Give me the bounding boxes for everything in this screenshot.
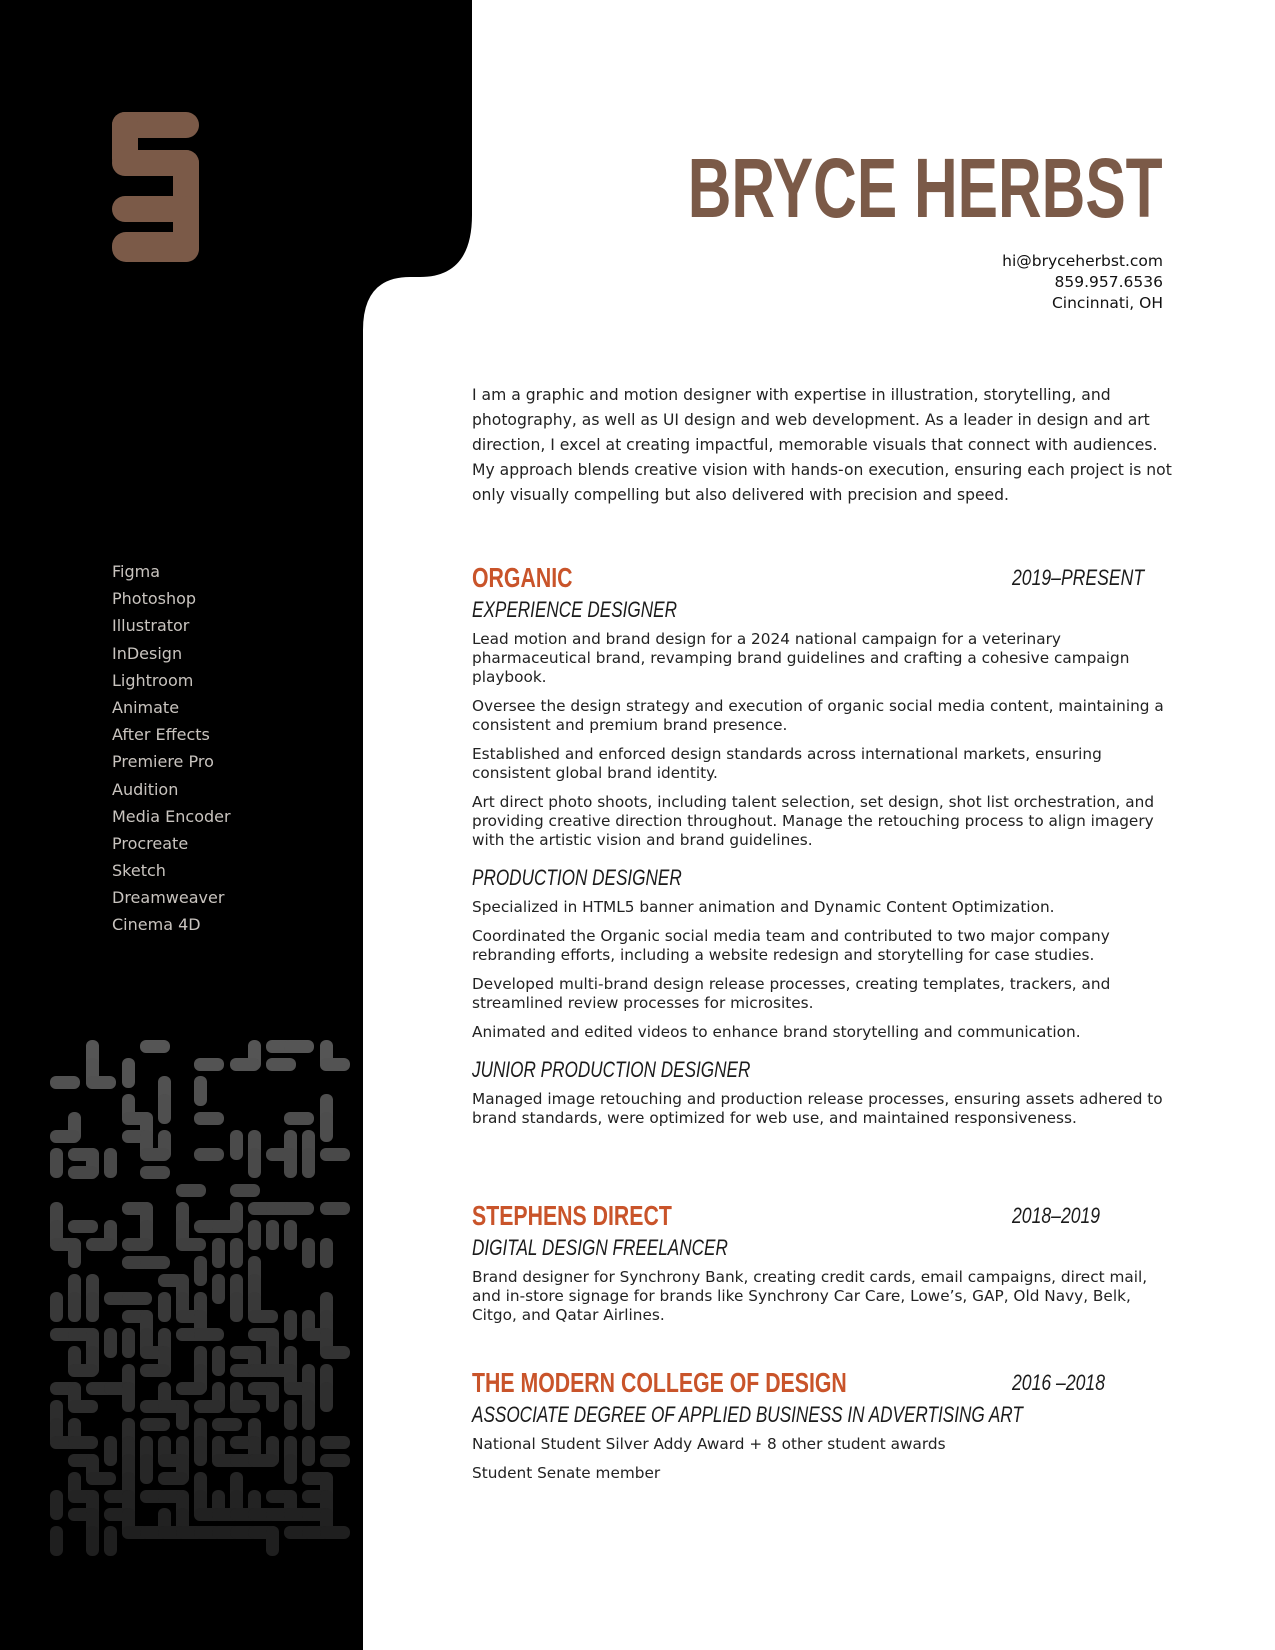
pattern-block — [320, 1526, 350, 1539]
skill-item: Sketch — [112, 861, 166, 881]
role-title: JUNIOR PRODUCTION DESIGNER — [472, 1057, 751, 1082]
pattern-block — [320, 1454, 350, 1467]
pattern-block — [50, 1130, 80, 1143]
pattern-block — [266, 1382, 279, 1412]
pattern-block — [320, 1238, 333, 1268]
pattern-block — [176, 1400, 189, 1430]
pattern-block — [266, 1058, 296, 1071]
pattern-block — [176, 1184, 206, 1197]
pattern-block — [230, 1400, 260, 1413]
organization-name: STEPHENS DIRECT — [472, 1200, 672, 1231]
degree-title: ASSOCIATE DEGREE OF APPLIED BUSINESS IN ADVERTISING ART — [472, 1402, 1023, 1427]
duty-item: Coordinated the Organic social media team and contributed to two major company rebranding efforts, including a website redesign and storytelling for case studies. — [472, 927, 1110, 964]
pattern-block — [230, 1058, 260, 1071]
pattern-block — [140, 1166, 170, 1179]
phone-text: 859.957.6536 — [1054, 273, 1163, 291]
duties-list — [472, 898, 1172, 1042]
pattern-block — [302, 1400, 315, 1430]
pattern-block — [230, 1184, 260, 1197]
pattern-block — [194, 1058, 224, 1071]
pattern-block — [140, 1454, 153, 1484]
skill-item: Dreamweaver — [112, 888, 225, 908]
pattern-block — [140, 1148, 170, 1161]
skill-item: Cinema 4D — [112, 915, 201, 935]
achievement-item: Student Senate member — [472, 1464, 661, 1482]
duty-item: Specialized in HTML5 banner animation and Dynamic Content Optimization. — [472, 898, 1055, 916]
pattern-block — [320, 1346, 350, 1359]
pattern-block — [302, 1238, 315, 1268]
pattern-block — [320, 1112, 333, 1142]
pattern-block — [266, 1220, 279, 1250]
achievement-item: National Student Silver Addy Award + 8 other student awards — [472, 1435, 946, 1453]
pattern-block — [86, 1076, 116, 1089]
pattern-block — [50, 1292, 63, 1322]
date-range: 2018–2019 — [1012, 1203, 1101, 1228]
duties-list — [472, 1090, 1172, 1128]
pattern-block — [176, 1238, 206, 1251]
organization-name: ORGANIC — [472, 562, 573, 593]
pattern-block — [122, 1328, 135, 1358]
pattern-block — [140, 1040, 170, 1053]
skills-list — [112, 558, 231, 939]
contact-block — [1002, 251, 1163, 314]
pattern-block — [122, 1382, 135, 1412]
pattern-block — [104, 1148, 117, 1178]
pattern-block — [194, 1112, 224, 1125]
pattern-block — [284, 1148, 297, 1178]
pattern-block — [50, 1490, 63, 1520]
pattern-block — [68, 1166, 98, 1179]
experience-stephens-direct — [472, 1198, 1172, 1335]
skill-item: Audition — [112, 779, 179, 799]
pattern-block — [50, 1526, 63, 1556]
email-text: hi@bryceherbst.com — [1002, 252, 1163, 270]
skill-item: After Effects — [112, 725, 210, 745]
pattern-block — [104, 1526, 117, 1556]
experience-organic — [472, 560, 1172, 1138]
skill-item: InDesign — [112, 643, 183, 663]
pattern-block — [284, 1220, 297, 1250]
skill-item: Illustrator — [112, 616, 190, 636]
pattern-block — [194, 1400, 224, 1413]
pattern-block — [230, 1130, 243, 1160]
duty-item: Art direct photo shoots, including talent selection, set design, shot list orchestration, and providing creative direction throughout. Manage the retouching process to align imagery with the artistic vision and brand guidelines. — [472, 793, 1155, 849]
pattern-block — [248, 1310, 278, 1323]
skill-item: Premiere Pro — [112, 752, 214, 772]
pattern-block — [320, 1382, 333, 1412]
pattern-block — [158, 1472, 188, 1485]
pattern-block — [194, 1076, 207, 1106]
pattern-block — [230, 1238, 243, 1268]
pattern-block — [212, 1346, 225, 1376]
pattern-block — [284, 1454, 297, 1484]
summary-paragraph: I am a graphic and motion designer with expertise in illustration, storytelling, and photography, as well as UI design and web development. As a leader in design and art direction, I excel at creating impactful, memorable visuals that connect with audiences. My approach blends creative vision with hands-on execution, ensuring each project is not only visually compelling but also delivered with precision and speed. — [472, 386, 1172, 504]
pattern-block — [68, 1436, 98, 1449]
pattern-block — [266, 1526, 279, 1556]
skill-item: Photoshop — [112, 589, 197, 609]
pattern-block — [86, 1292, 99, 1322]
duty-item: Brand designer for Synchrony Bank, creating credit cards, email campaigns, direct mail, and in-store signage for brands like Synchrony Car Care, Lowe’s, GAP, Old Navy, Belk, Citgo, and Qatar Airlines. — [472, 1268, 1148, 1324]
pattern-block — [302, 1148, 315, 1178]
pattern-block — [212, 1220, 242, 1233]
name-heading: BRYCE HERBST — [688, 141, 1163, 235]
duties-list — [472, 630, 1172, 850]
pattern-block — [230, 1292, 243, 1322]
duty-item: Developed multi-brand design release processes, creating templates, trackers, and streamlined review processes for microsites. — [472, 975, 1111, 1012]
pattern-block — [86, 1238, 116, 1251]
duties-list — [472, 1268, 1172, 1325]
role-title: PRODUCTION DESIGNER — [472, 865, 682, 890]
skill-item: Lightroom — [112, 670, 194, 690]
pattern-block — [284, 1310, 297, 1340]
pattern-block — [320, 1202, 350, 1215]
duty-item: Animated and edited videos to enhance brand storytelling and communication. — [472, 1023, 1081, 1041]
skill-item: Procreate — [112, 833, 189, 853]
pattern-block — [122, 1238, 152, 1251]
pattern-block — [248, 1454, 278, 1467]
pattern-block — [320, 1148, 350, 1161]
pattern-block — [320, 1058, 350, 1071]
skill-item: Animate — [112, 697, 180, 717]
skill-item: Figma — [112, 562, 161, 581]
pattern-block — [86, 1526, 99, 1556]
organization-name: THE MODERN COLLEGE OF DESIGN — [472, 1367, 847, 1398]
pattern-block — [122, 1292, 152, 1305]
pattern-block — [104, 1436, 117, 1466]
pattern-block — [158, 1292, 171, 1322]
pattern-block — [140, 1418, 170, 1431]
pattern-block — [122, 1058, 135, 1088]
pattern-block — [50, 1076, 80, 1089]
location-text: Cincinnati, OH — [1051, 294, 1163, 312]
pattern-block — [284, 1400, 297, 1430]
skill-item: Media Encoder — [112, 806, 231, 826]
duty-item: Lead motion and brand design for a 2024 national campaign for a veterinary pharmaceutical brand, revamping brand guidelines and crafting a cohesive campaign playbook. — [472, 630, 1130, 686]
pattern-block — [302, 1436, 315, 1466]
pattern-block — [284, 1040, 314, 1053]
pattern-block — [212, 1274, 225, 1304]
pattern-block — [140, 1364, 170, 1377]
pattern-block — [284, 1112, 314, 1125]
pattern-block — [284, 1202, 314, 1215]
pattern-block — [212, 1418, 242, 1431]
pattern-block — [194, 1256, 207, 1286]
pattern-block — [158, 1094, 171, 1124]
date-range: 2016 –2018 — [1012, 1370, 1105, 1395]
role-title: DIGITAL DESIGN FREELANCER — [472, 1235, 728, 1260]
pattern-block — [140, 1256, 170, 1269]
pattern-block — [68, 1400, 98, 1413]
duty-item: Oversee the design strategy and execution of organic social media content, maintaining a consistent and premium brand presence. — [472, 697, 1164, 734]
pattern-block — [248, 1148, 261, 1178]
pattern-block — [194, 1328, 224, 1341]
pattern-block — [68, 1364, 98, 1377]
duty-item: Managed image retouching and production release processes, ensuring assets adhered to brand standards, were optimized for web use, and maintained responsiveness. — [472, 1090, 1163, 1127]
pattern-block — [194, 1148, 224, 1161]
pattern-block — [320, 1436, 350, 1449]
pattern-block — [248, 1220, 261, 1250]
pattern-block — [68, 1292, 81, 1322]
role-title: EXPERIENCE DESIGNER — [472, 597, 678, 622]
date-range: 2019–PRESENT — [1012, 565, 1145, 590]
education-modern-college — [472, 1365, 1172, 1493]
achievements-list — [472, 1435, 1172, 1483]
pattern-block — [68, 1238, 81, 1268]
pattern-block — [68, 1220, 98, 1233]
pattern-block — [104, 1328, 117, 1358]
pattern-block — [212, 1238, 225, 1268]
pattern-block — [194, 1436, 207, 1466]
duty-item: Established and enforced design standards across international markets, ensuring consistent global brand identity. — [472, 745, 1102, 782]
pattern-block — [176, 1382, 206, 1395]
pattern-block — [50, 1148, 63, 1178]
pattern-block — [86, 1472, 116, 1485]
